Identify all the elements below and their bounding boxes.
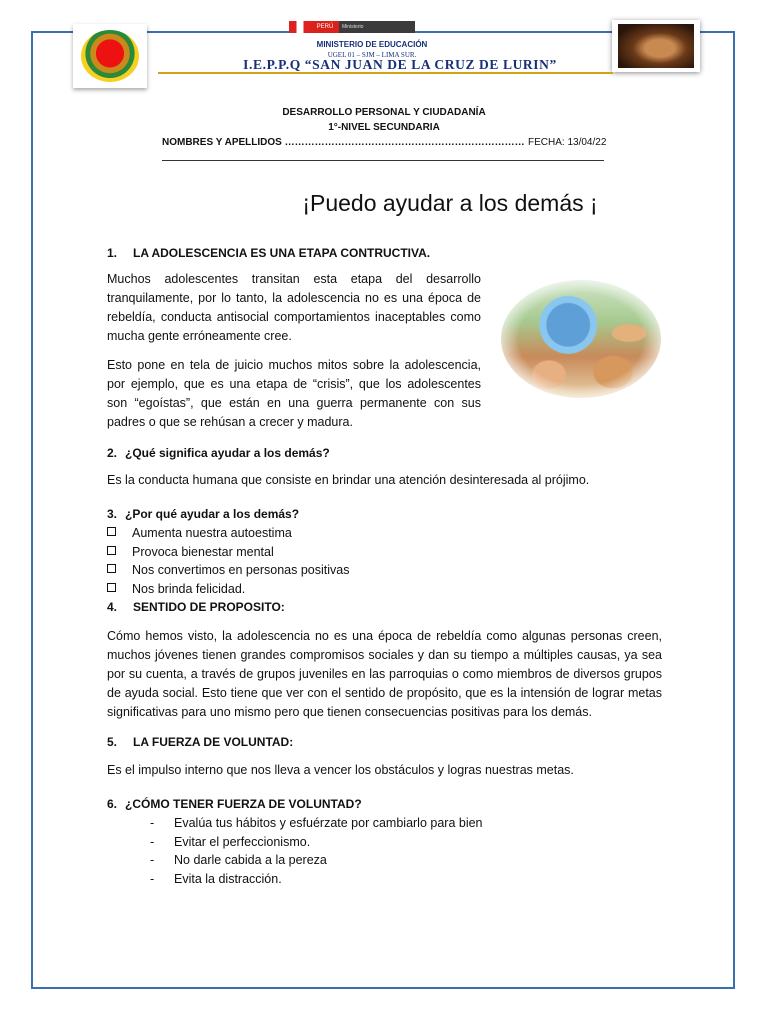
school-crest-logo bbox=[73, 24, 147, 88]
section-1-paragraph-1: Muchos adolescentes transitan esta etapa del desarrollo tranquilamente, por lo tanto, la adolescencia no es una época de rebeldía, conducta antisocial comportamientos inaceptables como mucha gente erróneamente cree. bbox=[107, 272, 481, 343]
school-name: I.E.P.P.Q “SAN JUAN DE LA CRUZ DE LURIN” bbox=[243, 57, 557, 72]
list-item: - Evalúa tus hábitos y esfuérzate por cambiarlo para bien bbox=[150, 816, 483, 830]
flag-sublabel: Ministerio bbox=[339, 21, 415, 33]
info-divider bbox=[162, 160, 604, 161]
list-item: - No darle cabida a la pereza bbox=[150, 853, 327, 867]
checkbox-bullet-icon bbox=[107, 583, 116, 592]
section-4-heading: 4. SENTIDO DE PROPOSITO: bbox=[107, 600, 285, 614]
section-6-heading: 6. ¿CÓMO TENER FUERZA DE VOLUNTAD? bbox=[107, 797, 362, 811]
course-level: 1°-NIVEL SECUNDARIA bbox=[328, 122, 440, 133]
section-3-heading: 3. ¿Por qué ayudar a los demás? bbox=[107, 507, 300, 521]
section-6-list bbox=[150, 814, 483, 888]
list-item: - Evita la distracción. bbox=[150, 871, 282, 886]
section-3-list bbox=[107, 524, 349, 598]
checkbox-bullet-icon bbox=[107, 564, 116, 573]
section-5-heading: 5. LA FUERZA DE VOLUNTAD: bbox=[107, 735, 294, 749]
list-item: Nos convertimos en personas positivas bbox=[107, 561, 349, 580]
section-2-paragraph: Es la conducta humana que consiste en brindar una atención desinteresada al prójimo. bbox=[107, 473, 590, 487]
checkbox-bullet-icon bbox=[107, 527, 116, 536]
ministry-name: MINISTERIO DE EDUCACIÓN bbox=[316, 40, 428, 49]
section-2-heading: 2. ¿Qué significa ayudar a los demás? bbox=[107, 446, 330, 460]
flag-label: PERÚ bbox=[311, 21, 339, 33]
peru-flag-icon bbox=[289, 21, 311, 33]
checkbox-bullet-icon bbox=[107, 546, 116, 555]
teens-holding-globe-image bbox=[501, 280, 661, 398]
list-item: - Evitar el perfeccionismo. bbox=[150, 834, 311, 849]
list-item: Provoca bienestar mental bbox=[107, 543, 349, 562]
section-4-paragraph: Cómo hemos visto, la adolescencia no es una época de rebeldía como algunas personas creen, muchos jóvenes tienen grandes compromisos sociales y dan su tiempo a múltiples causas, ya sea por su cuenta, a través de grupos juveniles en las parroquias o como miembros de diversos grupos de ayuda social. Esto tiene que ver con el sentido de propósito, que es la intensión de lograr metas significativas para uno mismo pero que tienen consecuencias positivas para los demás. bbox=[107, 629, 662, 719]
section-5-paragraph: Es el impulso interno que nos lleva a vencer los obstáculos y logras nuestras metas. bbox=[107, 763, 574, 777]
list-item: Aumenta nuestra autoestima bbox=[107, 524, 349, 543]
list-item: Nos brinda felicidad. bbox=[107, 580, 349, 599]
course-title: DESARROLLO PERSONAL Y CIUDADANÍA bbox=[282, 107, 486, 118]
page-title: ¡Puedo ayudar a los demás ¡ bbox=[302, 190, 598, 216]
section-1-paragraph-2: Esto pone en tela de juicio muchos mitos sobre la adolescencia, por ejemplo, que es una etapa de “crisis”, que los adolescentes son “egoístas”, que están en una guerra permanente con sus padres o que se rehúsan a crecer y madura. bbox=[107, 358, 481, 429]
ministry-flag-banner bbox=[289, 21, 415, 33]
date-field: FECHA: 13/04/22 bbox=[528, 137, 607, 148]
section-1-heading: 1. LA ADOLESCENCIA ES UNA ETAPA CONTRUCTIVA. bbox=[107, 246, 431, 260]
student-name-field: NOMBRES Y APELLIDOS ……………………………………………………………… bbox=[162, 137, 525, 148]
ugel-line: UGEL 01 – SJM – LIMA SUR. bbox=[327, 51, 417, 59]
header-divider bbox=[158, 72, 613, 74]
